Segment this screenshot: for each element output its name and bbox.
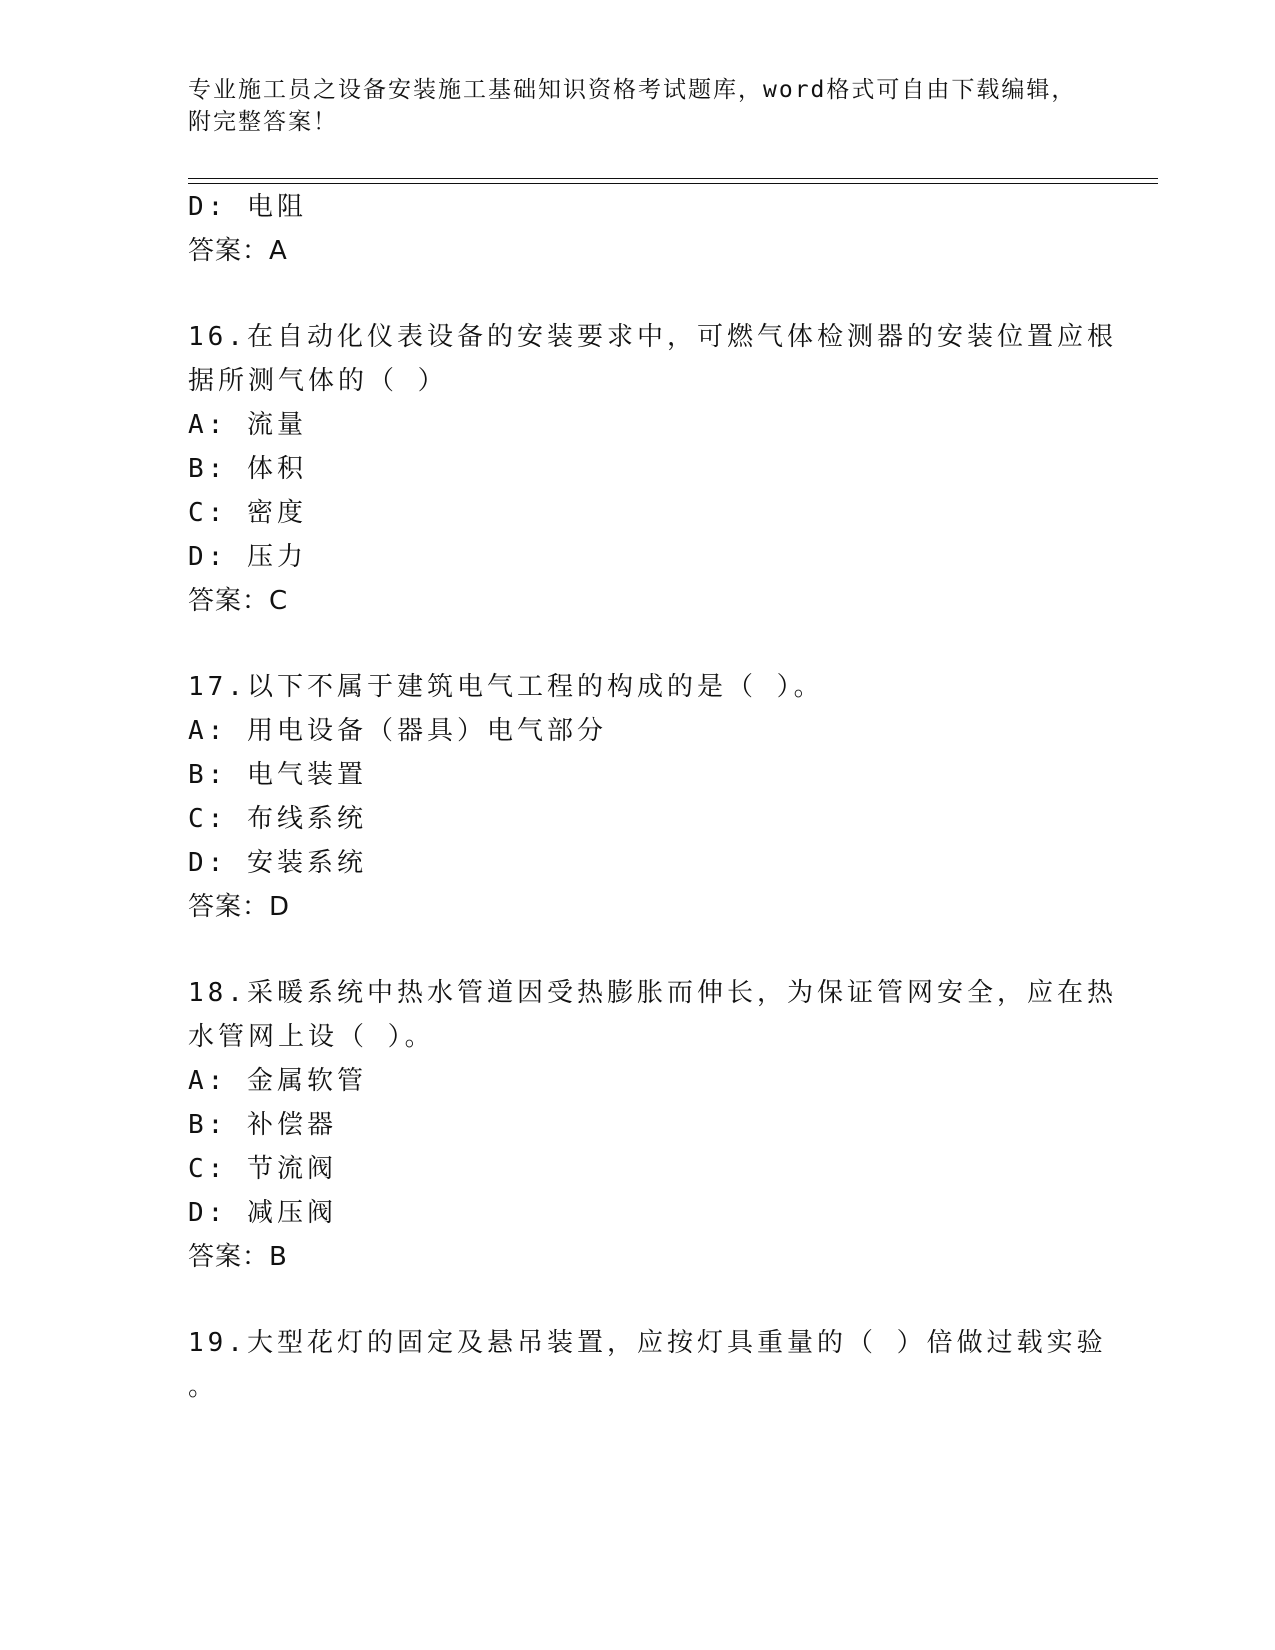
q16-option-c: C: 密度 xyxy=(188,498,307,528)
q19-stem-line-2: 。 xyxy=(188,1372,219,1402)
q17-option-b: B: 电气装置 xyxy=(188,760,367,790)
q16-option-b: B: 体积 xyxy=(188,454,307,484)
prev-option-d: D: 电阻 xyxy=(188,192,307,222)
q16-answer: 答案：C xyxy=(188,586,289,616)
q16-option-d: D: 压力 xyxy=(188,542,307,572)
q19-stem-line-1: 19.大型花灯的固定及悬吊装置，应按灯具重量的（ ）倍做过载实验 xyxy=(188,1328,1107,1358)
q16-stem-line-2: 据所测气体的（ ） xyxy=(188,366,448,396)
header-divider-bottom xyxy=(188,183,1158,184)
q17-answer: 答案：D xyxy=(188,892,291,922)
q18-option-a: A: 金属软管 xyxy=(188,1066,367,1096)
q17-stem-line-1: 17.以下不属于建筑电气工程的构成的是（ ）。 xyxy=(188,672,824,702)
q18-stem-line-1: 18.采暖系统中热水管道因受热膨胀而伸长，为保证管网安全，应在热 xyxy=(188,978,1117,1008)
document-header xyxy=(188,74,1088,138)
q17-option-c: C: 布线系统 xyxy=(188,804,367,834)
q16-option-a: A: 流量 xyxy=(188,410,307,440)
q18-option-b: B: 补偿器 xyxy=(188,1110,337,1140)
q17-option-a: A: 用电设备（器具）电气部分 xyxy=(188,716,607,746)
q18-option-c: C: 节流阀 xyxy=(188,1154,337,1184)
q18-answer: 答案：B xyxy=(188,1242,288,1272)
prev-answer: 答案：A xyxy=(188,236,288,266)
q17-option-d: D: 安装系统 xyxy=(188,848,367,878)
q18-option-d: D: 减压阀 xyxy=(188,1198,337,1228)
q16-stem-line-1: 16.在自动化仪表设备的安装要求中，可燃气体检测器的安装位置应根 xyxy=(188,322,1117,352)
header-line-1: 专业施工员之设备安装施工基础知识资格考试题库，word格式可自由下载编辑， xyxy=(188,77,1077,103)
header-divider-top xyxy=(188,178,1158,179)
header-line-2: 附完整答案！ xyxy=(188,109,338,135)
q18-stem-line-2: 水管网上设（ ）。 xyxy=(188,1022,435,1052)
